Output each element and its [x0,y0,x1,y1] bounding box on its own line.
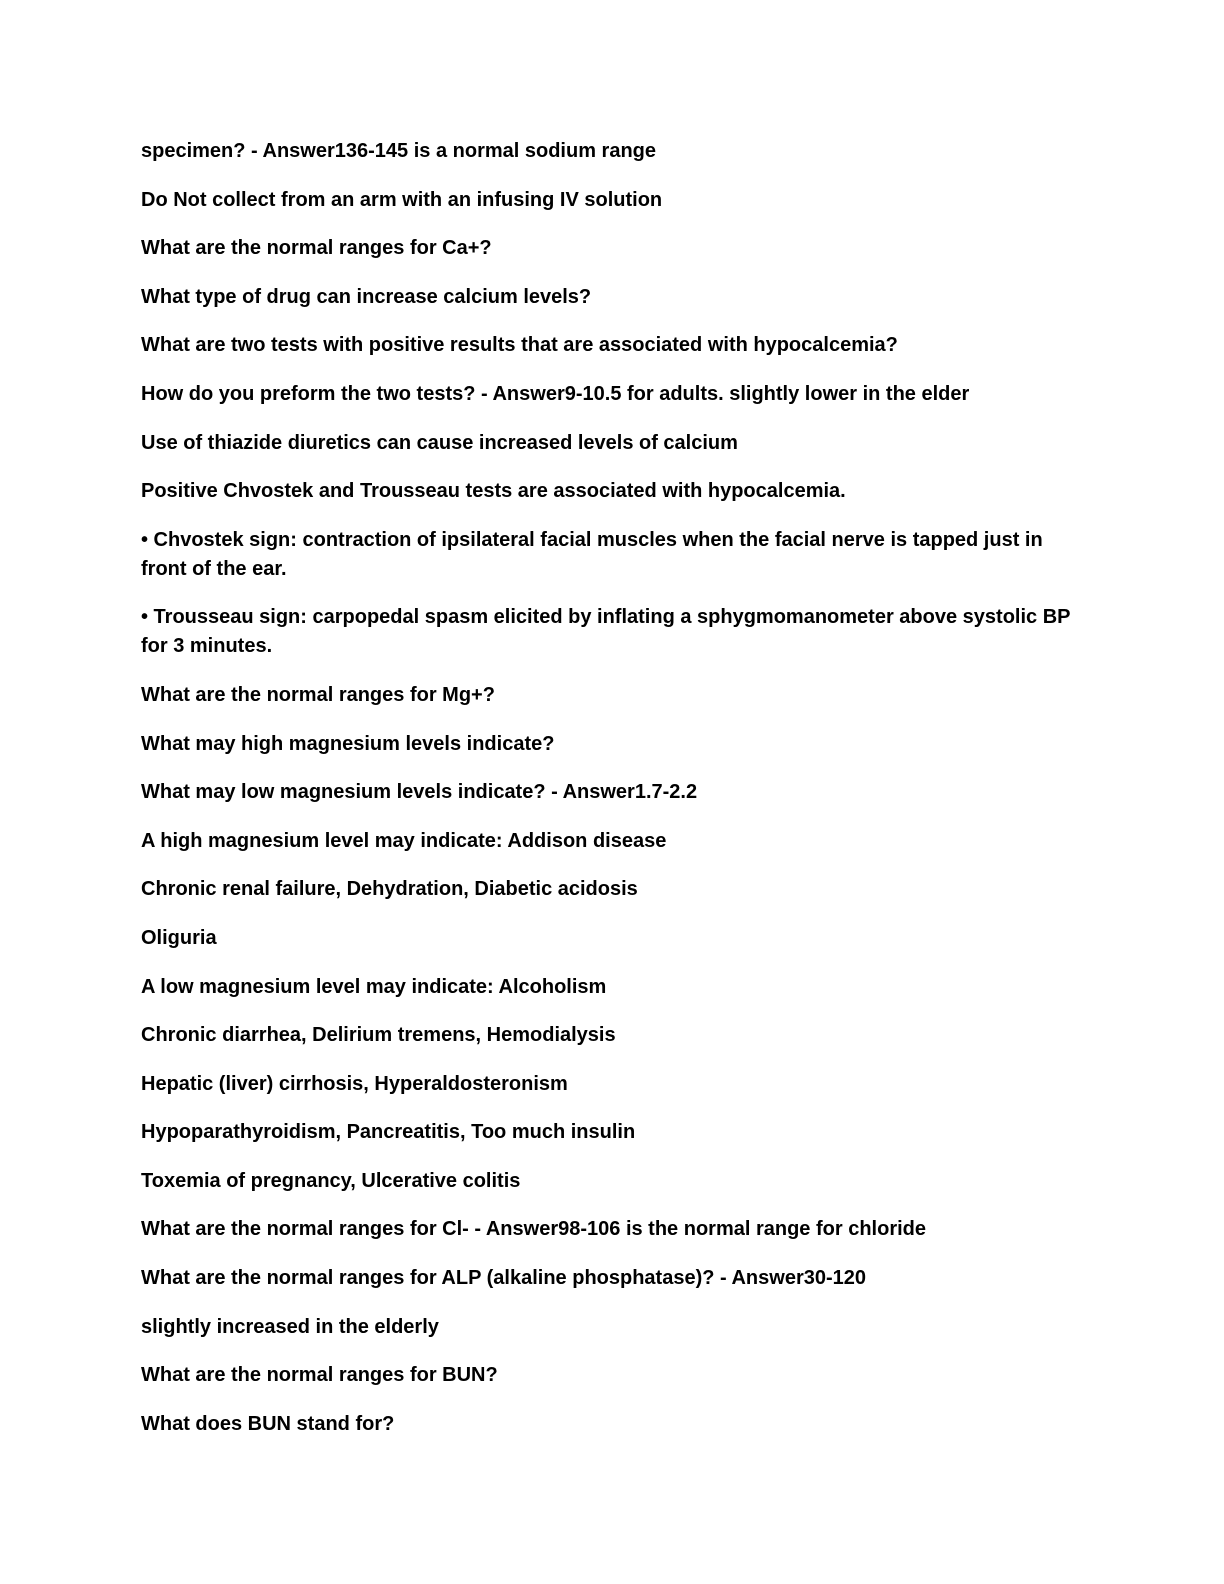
paragraph: What may high magnesium levels indicate? [141,732,555,755]
paragraph: Do Not collect from an arm with an infusing IV solution [141,188,663,211]
paragraph: specimen? - Answer136-145 is a normal sodium range [141,140,656,162]
paragraph: What does BUN stand for? [141,1412,395,1435]
document-body [141,137,1081,1458]
paragraph: How do you preform the two tests? - Answer9-10.5 for adults. slightly lower in the elder [141,382,970,405]
paragraph: What are two tests with positive results that are associated with hypocalcemia? [141,334,898,357]
bullet-paragraph: • Chvostek sign: contraction of ipsilateral facial muscles when the facial nerve is tapped just in front of the ear. [141,528,1043,580]
paragraph: Hypoparathyroidism, Pancreatitis, Too much insulin [141,1121,636,1144]
paragraph: What are the normal ranges for Cl- - Answer98-106 is the normal range for chloride [141,1218,926,1241]
bullet-paragraph: • Trousseau sign: carpopedal spasm elicited by inflating a sphygmomanometer above systolic BP for 3 minutes. [141,606,1071,658]
paragraph: A high magnesium level may indicate: Addison disease [141,829,667,852]
paragraph: A low magnesium level may indicate: Alcoholism [141,975,607,998]
paragraph: What may low magnesium levels indicate? - Answer1.7-2.2 [141,781,698,804]
paragraph: slightly increased in the elderly [141,1315,439,1338]
paragraph: What are the normal ranges for ALP (alkaline phosphatase)? - Answer30-120 [141,1267,867,1290]
paragraph: What type of drug can increase calcium levels? [141,285,592,308]
paragraph: Use of thiazide diuretics can cause increased levels of calcium [141,431,738,454]
paragraph: Positive Chvostek and Trousseau tests are associated with hypocalcemia. [141,480,846,503]
paragraph: What are the normal ranges for Ca+? [141,237,492,260]
paragraph: What are the normal ranges for Mg+? [141,683,495,706]
paragraph: Hepatic (liver) cirrhosis, Hyperaldosteronism [141,1072,568,1095]
paragraph: Chronic renal failure, Dehydration, Diabetic acidosis [141,878,638,901]
paragraph: What are the normal ranges for BUN? [141,1364,498,1387]
paragraph: Oliguria [141,926,217,949]
paragraph: Chronic diarrhea, Delirium tremens, Hemodialysis [141,1024,616,1047]
paragraph: Toxemia of pregnancy, Ulcerative colitis [141,1169,521,1192]
